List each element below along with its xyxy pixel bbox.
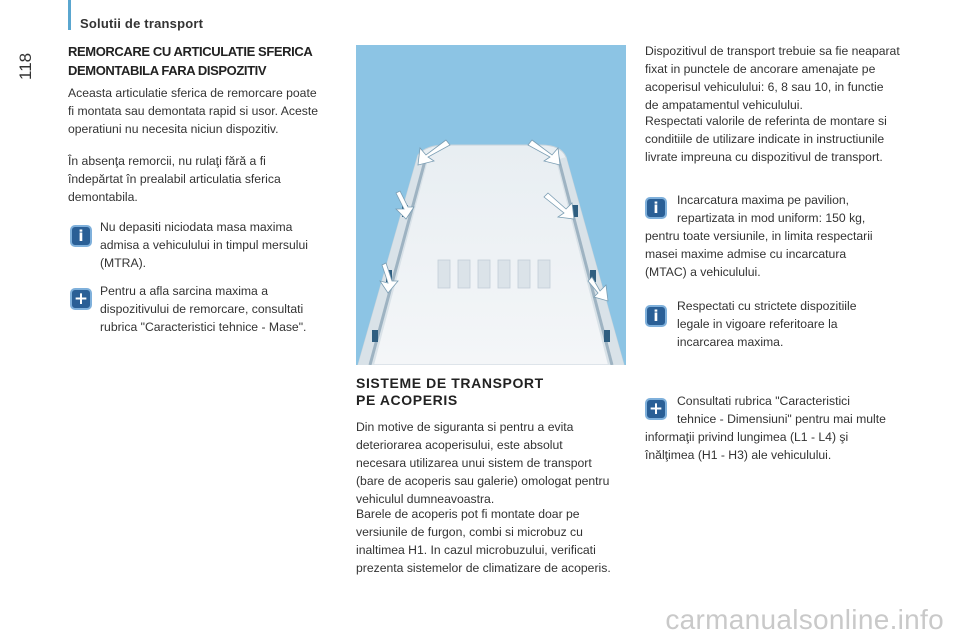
text-line: acoperisul vehiculului: 6, 8 sau 10, in functie bbox=[645, 80, 884, 94]
roof-heading-line2: PE ACOPERIS bbox=[356, 392, 458, 408]
text-line: tehnice - Dimensiuni" pentru mai multe bbox=[677, 412, 886, 426]
text-line: Pentru a afla sarcina maxima a bbox=[100, 284, 268, 298]
towing-heading-line2: DEMONTABILA FARA DISPOZITIV bbox=[68, 63, 267, 78]
text-line: informaţii privind lungimea (L1 - L4) şi bbox=[645, 430, 849, 444]
text-line: Din motive de siguranta si pentru a evita bbox=[356, 420, 574, 434]
text-line: dispozitivului de remorcare, consultati bbox=[100, 302, 304, 316]
text-line: demontabila. bbox=[68, 190, 138, 204]
text-line: de ampatamentul vehiculului. bbox=[645, 98, 803, 112]
text-line: livrate impreuna cu dispozitivul de transport. bbox=[645, 150, 883, 164]
roof-para1 bbox=[356, 418, 631, 508]
text-line: operatiuni nu necesita niciun dispozitiv. bbox=[68, 122, 279, 136]
plus-icon: + bbox=[70, 288, 92, 310]
text-line: înălţimea (H1 - H3) ale vehiculului. bbox=[645, 448, 832, 462]
roof-para2 bbox=[356, 505, 631, 577]
text-line: legale in vigoare referitoare la bbox=[677, 317, 838, 331]
towing-heading bbox=[68, 42, 348, 80]
mounting-values-para bbox=[645, 112, 925, 166]
text-line: rubrica "Caracteristici tehnice - Mase". bbox=[100, 320, 307, 334]
text-line: necesara utilizarea unui sistem de transport bbox=[356, 456, 592, 470]
text-line: vehiculul dumneavoastra. bbox=[356, 492, 495, 506]
text-line: (bare de acoperis sau galerie) omologat pentru bbox=[356, 474, 610, 488]
text-line: incarcarea maxima. bbox=[677, 335, 784, 349]
text-line: (MTAC) a vehiculului. bbox=[645, 265, 761, 279]
roof-load-note bbox=[645, 191, 925, 281]
towing-load-note bbox=[100, 282, 350, 336]
text-line: versiunile de furgon, combi si microbuz cu bbox=[356, 525, 583, 539]
text-line: Nu depasiti niciodata masa maxima bbox=[100, 220, 293, 234]
text-line: admisa a vehiculului in timpul mersului bbox=[100, 238, 308, 252]
roof-illustration bbox=[356, 45, 626, 365]
text-line: Respectati valorile de referinta de montare si bbox=[645, 114, 887, 128]
towing-heading-line1: REMORCARE CU ARTICULATIE SFERICA bbox=[68, 44, 313, 59]
text-line: îndepărtat în prealabil articulatia sferica bbox=[68, 172, 281, 186]
page-number bbox=[16, 46, 42, 82]
text-line: În absenţa remorcii, nu rulaţi fără a fi bbox=[68, 154, 266, 168]
text-line: fi montata sau demontata rapid si usor. Aceste bbox=[68, 104, 318, 118]
text-line: Respectati cu strictete dispozitiile bbox=[677, 299, 857, 313]
page-number-text: 118 bbox=[16, 52, 35, 80]
info-icon: i bbox=[70, 225, 92, 247]
text-line: inaltimea H1. In cazul microbuzului, verificati bbox=[356, 543, 596, 557]
info-icon: i bbox=[645, 305, 667, 327]
text-line: conditiile de utilizare indicate in instructiunile bbox=[645, 132, 885, 146]
towing-para1 bbox=[68, 84, 353, 138]
roof-heading-line1: SISTEME DE TRANSPORT bbox=[356, 375, 544, 391]
plus-icon: + bbox=[645, 398, 667, 420]
text-line: Dispozitivul de transport trebuie sa fie neaparat bbox=[645, 44, 900, 58]
text-line: pentru toate versiunile, in limita respectarii bbox=[645, 229, 873, 243]
legal-load-note bbox=[677, 297, 927, 351]
mtra-note bbox=[100, 218, 350, 272]
dimensions-note bbox=[645, 392, 930, 464]
text-line: Consultati rubrica "Caracteristici bbox=[677, 394, 850, 408]
roof-transport-heading bbox=[356, 375, 616, 409]
text-line: prezenta sistemelor de climatizare de acoperis. bbox=[356, 561, 611, 575]
header-accent-bar bbox=[68, 0, 71, 30]
text-line: deteriorarea acoperisului, este absolut bbox=[356, 438, 563, 452]
text-line: masei maxime admise cu incarcatura bbox=[645, 247, 847, 261]
text-line: Barele de acoperis pot fi montate doar pe bbox=[356, 507, 580, 521]
towing-para2 bbox=[68, 152, 353, 206]
section-title: Solutii de transport bbox=[80, 16, 204, 31]
text-line: Incarcatura maxima pe pavilion, bbox=[677, 193, 850, 207]
text-line: repartizata in mod uniform: 150 kg, bbox=[677, 211, 866, 225]
text-line: fixat in punctele de ancorare amenajate pe bbox=[645, 62, 876, 76]
anchor-points-para bbox=[645, 42, 925, 114]
info-icon: i bbox=[645, 197, 667, 219]
text-line: Aceasta articulatie sferica de remorcare poate bbox=[68, 86, 317, 100]
text-line: (MTRA). bbox=[100, 256, 147, 270]
watermark: carmanualsonline.info bbox=[665, 604, 944, 635]
